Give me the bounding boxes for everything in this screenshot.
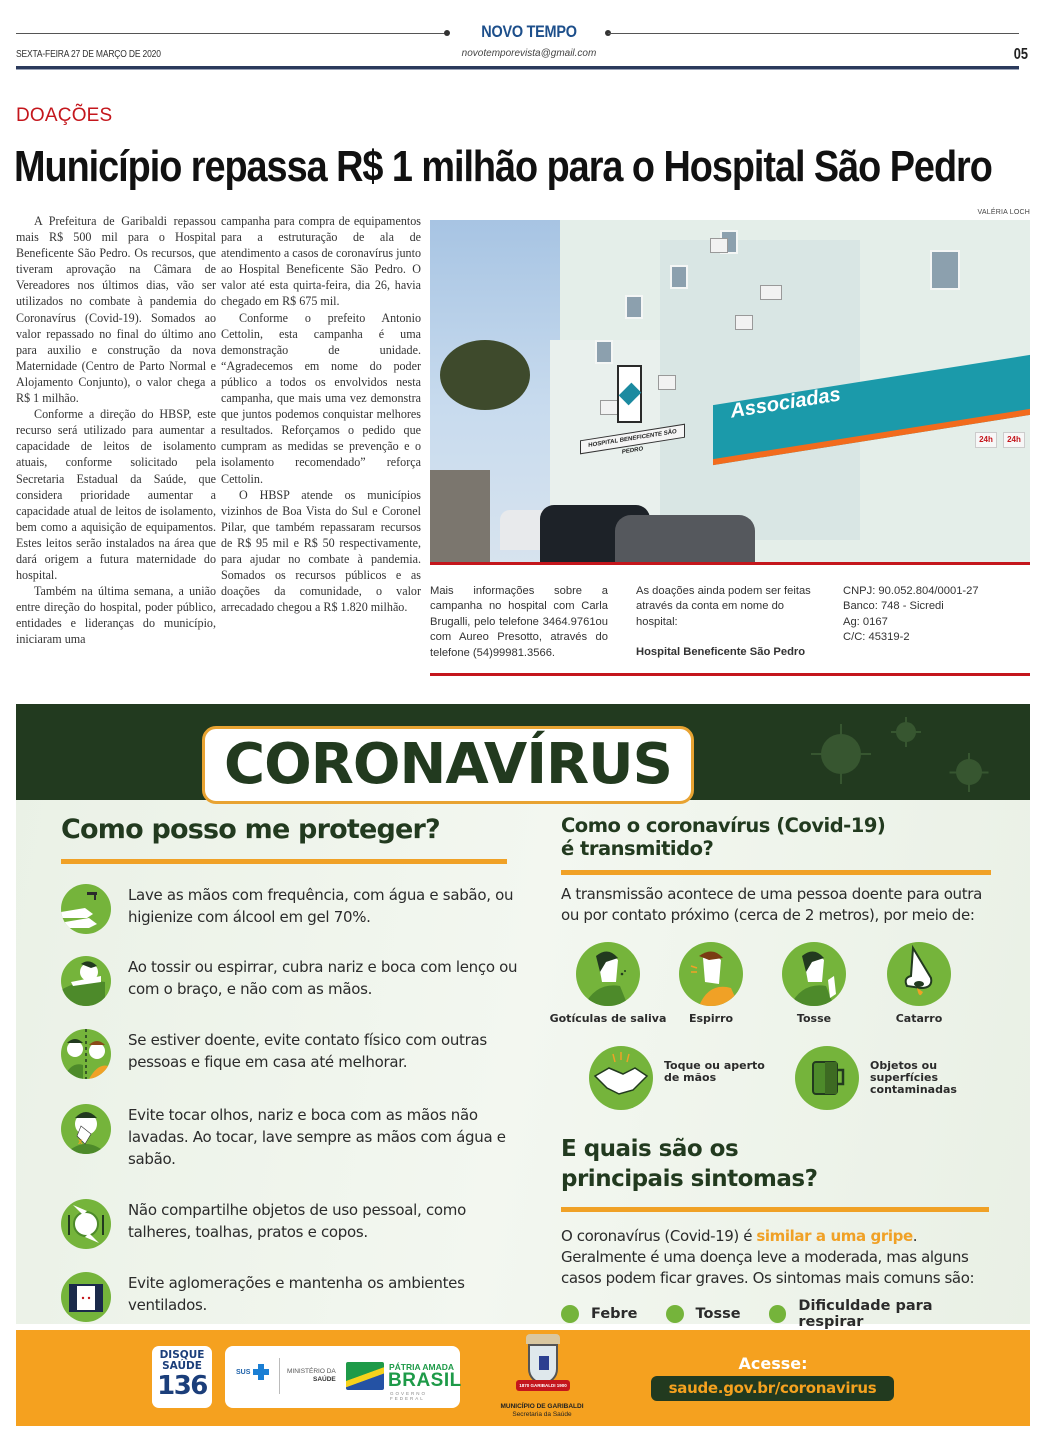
stairs <box>430 470 490 565</box>
paragraph: Conforme o prefeito Antonio Cettolin, esta campanha é uma demonstração de unidade. “Agradecemos em nome do poder público a todos os envolvidos nesta campanha, que mais uma vez demonstra que juntos podemos conquistar melhores resultados. Reforçamos o pedido que cumpram as medidas se prevenção e o isolamento recomendado” reforça Cettolin. <box>221 310 421 486</box>
sus-cross-icon <box>253 1364 269 1380</box>
window-icon <box>61 1272 111 1322</box>
paragraph: O HBSP atende os municípios vizinhos de Boa Vista do Sul e Coronel Pilar, que também repassaram recursos de R$ 95 mil e R$ 50 respectivamente, para ajudar no combate à pandemia. Somados os recursos públicos e as doações da comunidade, o valor arrecadado chegou a R$ 1.820 milhão. <box>221 487 421 615</box>
photo-credit: VALÉRIA LOCH <box>977 209 1030 216</box>
tip-item <box>61 1029 531 1089</box>
donation-text: As doações ainda podem ser feitas através da conta em nome do hospital: <box>636 585 811 628</box>
article-end-rule <box>430 673 1030 676</box>
saliva-icon <box>576 942 640 1006</box>
transmission-heading <box>561 814 885 860</box>
poster-title: CORONAVÍRUS <box>224 732 672 797</box>
headline: Município repassa R$ 1 milhão para o Hospital São Pedro <box>14 142 992 191</box>
air-conditioner <box>600 400 618 415</box>
bank-account: C/C: 45319-2 <box>843 631 910 644</box>
bank-agency: Ag: 0167 <box>843 615 888 628</box>
bank-name: Banco: 748 - Sicredi <box>843 600 944 613</box>
transmission-label: Gotículas de saliva <box>549 1012 667 1025</box>
symptom-label: Febre <box>591 1306 638 1322</box>
transmission-intro: A transmissão acontece de uma pessoa doente para outra ou por contato próximo (cerca de 2 metros), por meio de: <box>561 885 982 924</box>
transmission-heading-line-2: é transmitido? <box>561 837 714 860</box>
masthead-double-rule <box>16 66 1019 70</box>
contact-info: Mais informações sobre a campanha no hospital com Carla Brugalli, pelo telefone 3464.9761ou com Aureo Presotto, através do telefone (54)99981.3566. <box>430 585 608 659</box>
symptoms-heading-line-2: principais sintomas? <box>561 1166 818 1192</box>
heading-underline <box>61 859 507 864</box>
tip-item <box>61 1272 531 1332</box>
newspaper-name: NOVO TEMPO <box>481 22 577 41</box>
transmission-item <box>651 942 771 1025</box>
protect-heading: Como posso me proteger? <box>61 814 440 845</box>
cutlery-icon <box>61 1199 111 1249</box>
label-line: superfícies <box>870 1071 938 1084</box>
transmission-label <box>664 1060 774 1084</box>
issue-date: SEXTA-FEIRA 27 DE MARÇO DE 2020 <box>16 49 161 60</box>
air-conditioner <box>658 375 676 390</box>
brasil-flag-icon <box>346 1362 384 1390</box>
air-conditioner <box>735 315 753 330</box>
transmission-item <box>859 942 979 1025</box>
window <box>625 295 643 319</box>
contact-email[interactable]: novotemporevista@gmail.com <box>461 48 597 59</box>
tip-text: Ao tossir ou espirrar, cubra nariz e boca com lenço ou com o braço, e não com as mãos. <box>128 958 518 998</box>
label-line: contaminadas <box>870 1083 957 1096</box>
highlighted-text: similar a uma gripe <box>756 1227 913 1245</box>
bank-details <box>843 584 1033 646</box>
transmission-item <box>754 942 874 1025</box>
air-conditioner <box>760 285 782 300</box>
distance-icon <box>61 1029 111 1079</box>
article-column-1 <box>16 213 216 648</box>
tip-text: Lave as mãos com frequência, com água e sabão, ou higienize com álcool em gel 70%. <box>128 886 514 926</box>
tip-item <box>61 884 531 944</box>
window <box>595 340 613 364</box>
virus-icon <box>821 734 861 774</box>
car <box>615 515 755 565</box>
sign-24h: 24h <box>1003 432 1025 448</box>
garibaldi-crest-icon <box>516 1334 570 1400</box>
symptom-label: Dificuldade para respirar <box>798 1298 933 1330</box>
air-conditioner <box>710 238 728 253</box>
hospital-photo <box>430 220 1030 565</box>
transmission-item <box>548 942 668 1025</box>
tip-item <box>61 1104 531 1168</box>
cough-icon <box>782 942 846 1006</box>
transmission-label: Espirro <box>688 1012 734 1025</box>
disque-saude-badge <box>152 1346 212 1408</box>
symptoms-heading <box>561 1134 817 1194</box>
transmission-label: Catarro <box>895 1012 943 1025</box>
sus-logo-text: SUS <box>236 1369 251 1376</box>
bullet-dot-icon <box>769 1305 787 1323</box>
coronavirus-poster <box>16 704 1030 1330</box>
paragraph: Conforme a direção do HBSP, este recurso será utilizado para aumentar a capacidade de leitos de isolamento atuais, conforme solicitado pela Secretaria Estadual da Saúde, que considera prioridade aumentar a capacidade atual de leitos de isolamento, bem como a aquisição de equipamentos. Estes leitos serão instalados na área que dará origem a futura maternidade do hospital. <box>16 407 216 583</box>
transmission-label: Tosse <box>796 1012 832 1025</box>
disque-label: DISQUE SAÚDE <box>159 1349 205 1372</box>
poster-footer <box>16 1330 1030 1426</box>
label-line: Toque ou aperto <box>664 1059 765 1072</box>
secretariat-name: Secretaria da Saúde <box>512 1411 572 1418</box>
mug-icon <box>795 1046 859 1110</box>
face-touch-icon <box>61 1104 111 1154</box>
tip-text: Se estiver doente, evite contato físico com outras pessoas e fique em casa até melhorar. <box>128 1031 487 1071</box>
tip-text: Evite tocar olhos, nariz e boca com as mãos não lavadas. Ao tocar, lave sempre as mãos com água e sabão. <box>128 1106 506 1168</box>
hospital-logo-sign <box>617 365 642 423</box>
paragraph: campanha para compra de equipamentos para a estruturação de ala de atendimento a casos de coronavírus junto ao Hospital Beneficente São Pedro. O valor até esta quirta-feira, dia 26, havia chegado em R$ 675 mil. <box>221 214 421 309</box>
label-line: de mãos <box>664 1071 717 1084</box>
handshake-icon <box>589 1046 653 1110</box>
crest-crown <box>526 1334 560 1344</box>
coronavirus-url-link[interactable]: saude.gov.br/coronavirus <box>651 1376 894 1401</box>
symptom-item <box>561 1298 638 1330</box>
ministry-label: MINISTÉRIO DA <box>287 1368 336 1375</box>
transmission-item <box>795 1046 985 1110</box>
text-segment: O coronavírus (Covid-19) é <box>561 1227 757 1245</box>
bullet-dot-icon <box>666 1305 684 1323</box>
logo-divider <box>279 1358 280 1394</box>
page-number: 05 <box>1013 46 1029 63</box>
nose-icon <box>887 942 951 1006</box>
hospital-sign: HOSPITAL BENEFICENTE SÃO PEDRO <box>580 424 685 455</box>
crest-shield <box>528 1344 558 1384</box>
acesse-label: Acesse: <box>738 1354 808 1373</box>
section-label: DOAÇÕES <box>16 105 113 126</box>
disque-number: 136 <box>157 1371 207 1401</box>
virus-icon <box>956 759 982 785</box>
window <box>670 265 688 289</box>
sneeze-icon <box>679 942 743 1006</box>
cough-elbow-icon <box>61 956 111 1006</box>
governo-federal-text: GOVERNO FEDERAL <box>390 1391 428 1401</box>
donation-account-name: Hospital Beneficente São Pedro <box>636 646 806 659</box>
transmission-heading-line-1: Como o coronavírus (Covid-19) <box>561 814 886 837</box>
bullet-dot-icon <box>561 1305 579 1323</box>
municipality-name: MUNICÍPIO DE GARIBALDI <box>500 1403 584 1410</box>
sign-24h: 24h <box>975 432 997 448</box>
svg-text:x: x <box>78 1137 83 1146</box>
virus-icon <box>896 722 916 742</box>
tree <box>440 340 530 410</box>
transmission-label <box>870 1060 980 1096</box>
symptoms-list <box>561 1298 1001 1330</box>
ministry-label: SAÚDE <box>313 1376 336 1383</box>
heading-underline <box>561 870 991 875</box>
patria-amada-text: PÁTRIA AMADA <box>389 1362 455 1372</box>
tip-text: Não compartilhe objetos de uso pessoal, como talheres, toalhas, pratos e copos. <box>128 1201 466 1241</box>
tip-text: Evite aglomerações e mantenha os ambientes ventilados. <box>128 1274 465 1314</box>
article-column-2 <box>221 213 421 615</box>
symptom-item <box>769 1298 1001 1330</box>
window <box>930 250 960 290</box>
government-logos <box>225 1346 460 1408</box>
hand-washing-icon <box>61 884 111 934</box>
pharmacy-sign-text: Associadas <box>728 383 843 423</box>
label-line: Objetos ou <box>870 1059 938 1072</box>
tip-item <box>61 956 531 1016</box>
symptom-item <box>666 1298 741 1330</box>
crest-ribbon: 1870 GARIBALDI 1900 <box>516 1380 570 1391</box>
text-segment: . Geralmente é uma doença leve a moderada, mas alguns casos podem ficar graves. Os sintomas mais comuns são: <box>561 1227 975 1287</box>
transmission-item <box>589 1046 779 1110</box>
donation-info <box>636 584 826 661</box>
paragraph: Também na última semana, a união entre direção do hospital, poder público, entidades e lideranças do município, iniciaram uma <box>16 584 216 647</box>
brasil-logo-text: BRASIL <box>388 1370 462 1391</box>
paragraph: A Prefeitura de Garibaldi repassou mais R$ 500 mil para o Hospital Beneficente São Pedro. Os recursos, que tiveram aprovação na Câmara de Vereadores nos últimos dias, vão ser utilizados no combate à pandemia do Coronavírus (Covid-19). Somados ao valor repassado no final do último ano para auxilio e construção da nova Maternidade (Centro de Parto Normal e Alojamento Conjunto), o valor chega a R$ 1 milhão. <box>16 214 216 406</box>
tip-item <box>61 1199 531 1259</box>
symptoms-description <box>561 1226 1001 1289</box>
heading-underline <box>561 1207 989 1212</box>
symptom-label: Tosse <box>695 1306 741 1322</box>
symptoms-heading-line-1: E quais são os <box>561 1136 739 1162</box>
bank-cnpj: CNPJ: 90.052.804/0001-27 <box>843 585 979 597</box>
